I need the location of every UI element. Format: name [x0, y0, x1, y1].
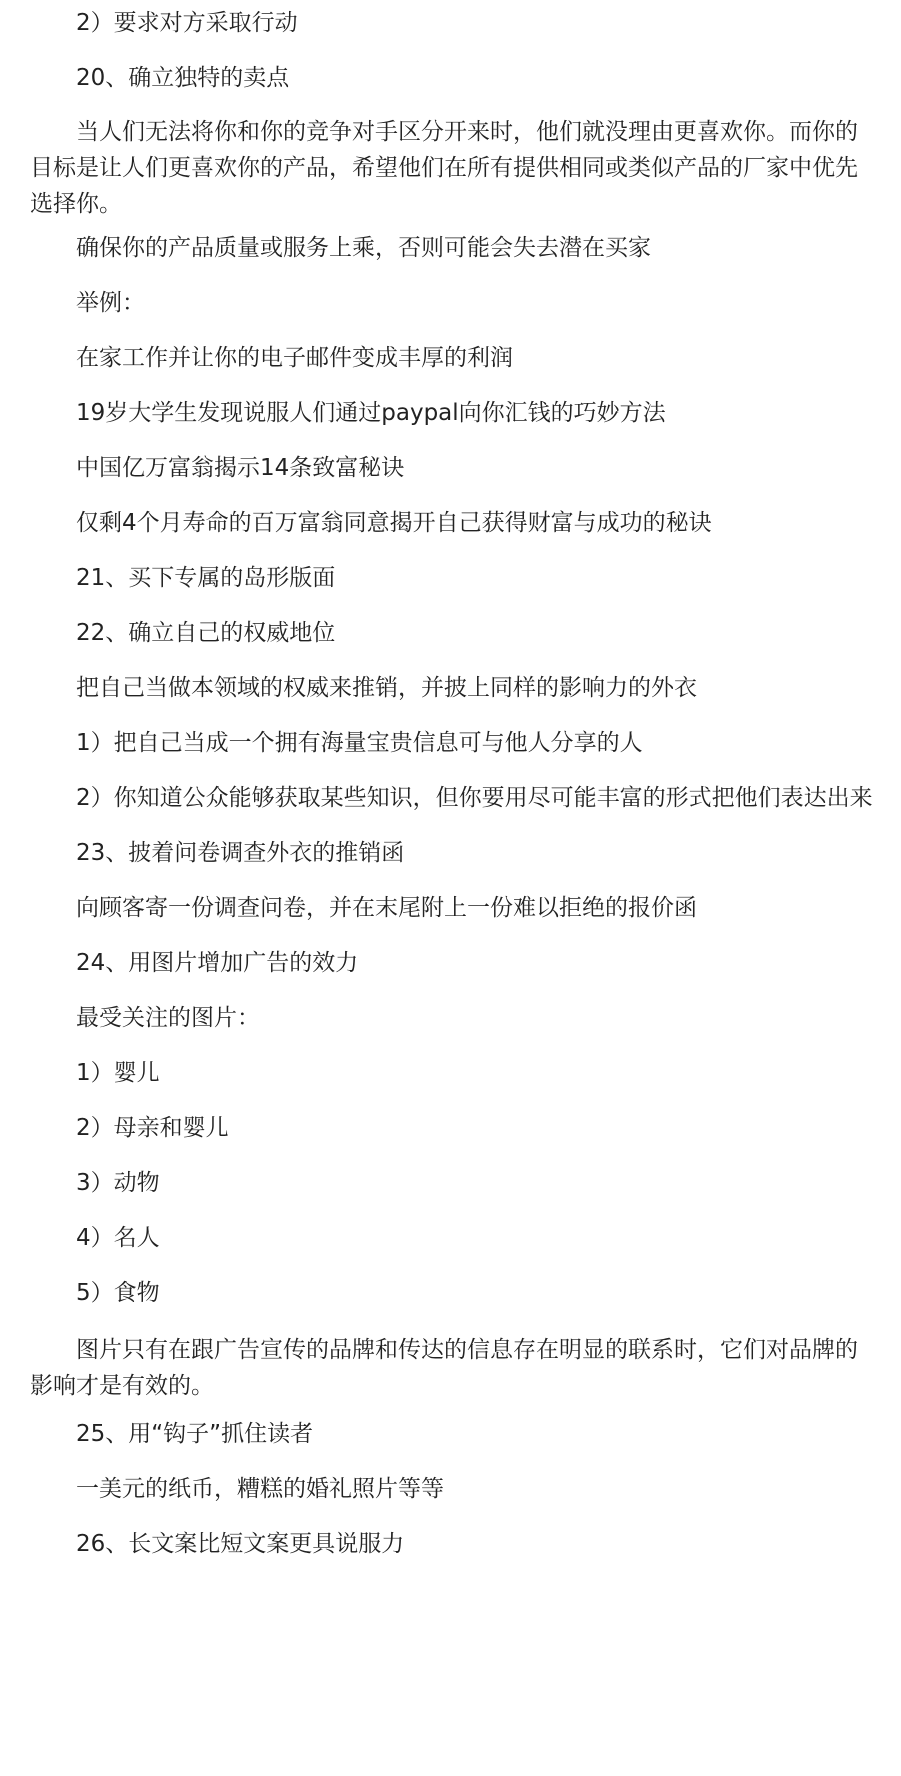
paragraph: 1）把自己当成一个拥有海量宝贵信息可与他人分享的人 [76, 730, 643, 756]
paragraph: 仅剩4个月寿命的百万富翁同意揭开自己获得财富与成功的秘诀 [76, 510, 712, 536]
paragraph: 确保你的产品质量或服务上乘，否则可能会失去潜在买家 [76, 235, 651, 261]
paragraph: 19岁大学生发现说服人们通过paypal向你汇钱的巧妙方法 [76, 400, 666, 426]
section-heading: 23、披着问卷调查外衣的推销函 [76, 840, 405, 866]
list-item: 5）食物 [76, 1280, 160, 1306]
section-heading: 22、确立自己的权威地位 [76, 620, 336, 646]
paragraph: 当人们无法将你和你的竞争对手区分开来时，他们就没理由更喜欢你。而你的目标是让人们更喜欢你的产品，希望他们在所有提供相同或类似产品的厂家中优先选择你。 [30, 119, 858, 217]
paragraph: 在家工作并让你的电子邮件变成丰厚的利润 [76, 345, 513, 371]
paragraph: 一美元的纸币，糟糕的婚礼照片等等 [76, 1476, 444, 1502]
section-heading: 25、用“钩子”抓住读者 [76, 1421, 314, 1447]
paragraph: 最受关注的图片： [76, 1005, 260, 1031]
list-item: 4）名人 [76, 1225, 160, 1251]
list-item: 2）母亲和婴儿 [76, 1115, 229, 1141]
section-heading: 20、确立独特的卖点 [76, 65, 290, 91]
paragraph: 2）你知道公众能够获取某些知识，但你要用尽可能丰富的形式把他们表达出来 [76, 785, 873, 811]
section-heading: 26、长文案比短文案更具说服力 [76, 1531, 405, 1557]
section-heading: 21、买下专属的岛形版面 [76, 565, 336, 591]
paragraph: 2）要求对方采取行动 [76, 10, 298, 36]
list-item: 1）婴儿 [76, 1060, 160, 1086]
paragraph: 中国亿万富翁揭示14条致富秘诀 [76, 455, 405, 481]
paragraph: 把自己当做本领域的权威来推销，并披上同样的影响力的外衣 [76, 675, 697, 701]
paragraph: 举例： [76, 290, 145, 316]
section-heading: 24、用图片增加广告的效力 [76, 950, 359, 976]
paragraph: 图片只有在跟广告宣传的品牌和传达的信息存在明显的联系时，它们对品牌的影响才是有效的。 [30, 1337, 858, 1399]
paragraph: 向顾客寄一份调查问卷，并在末尾附上一份难以拒绝的报价函 [76, 895, 697, 921]
list-item: 3）动物 [76, 1170, 160, 1196]
